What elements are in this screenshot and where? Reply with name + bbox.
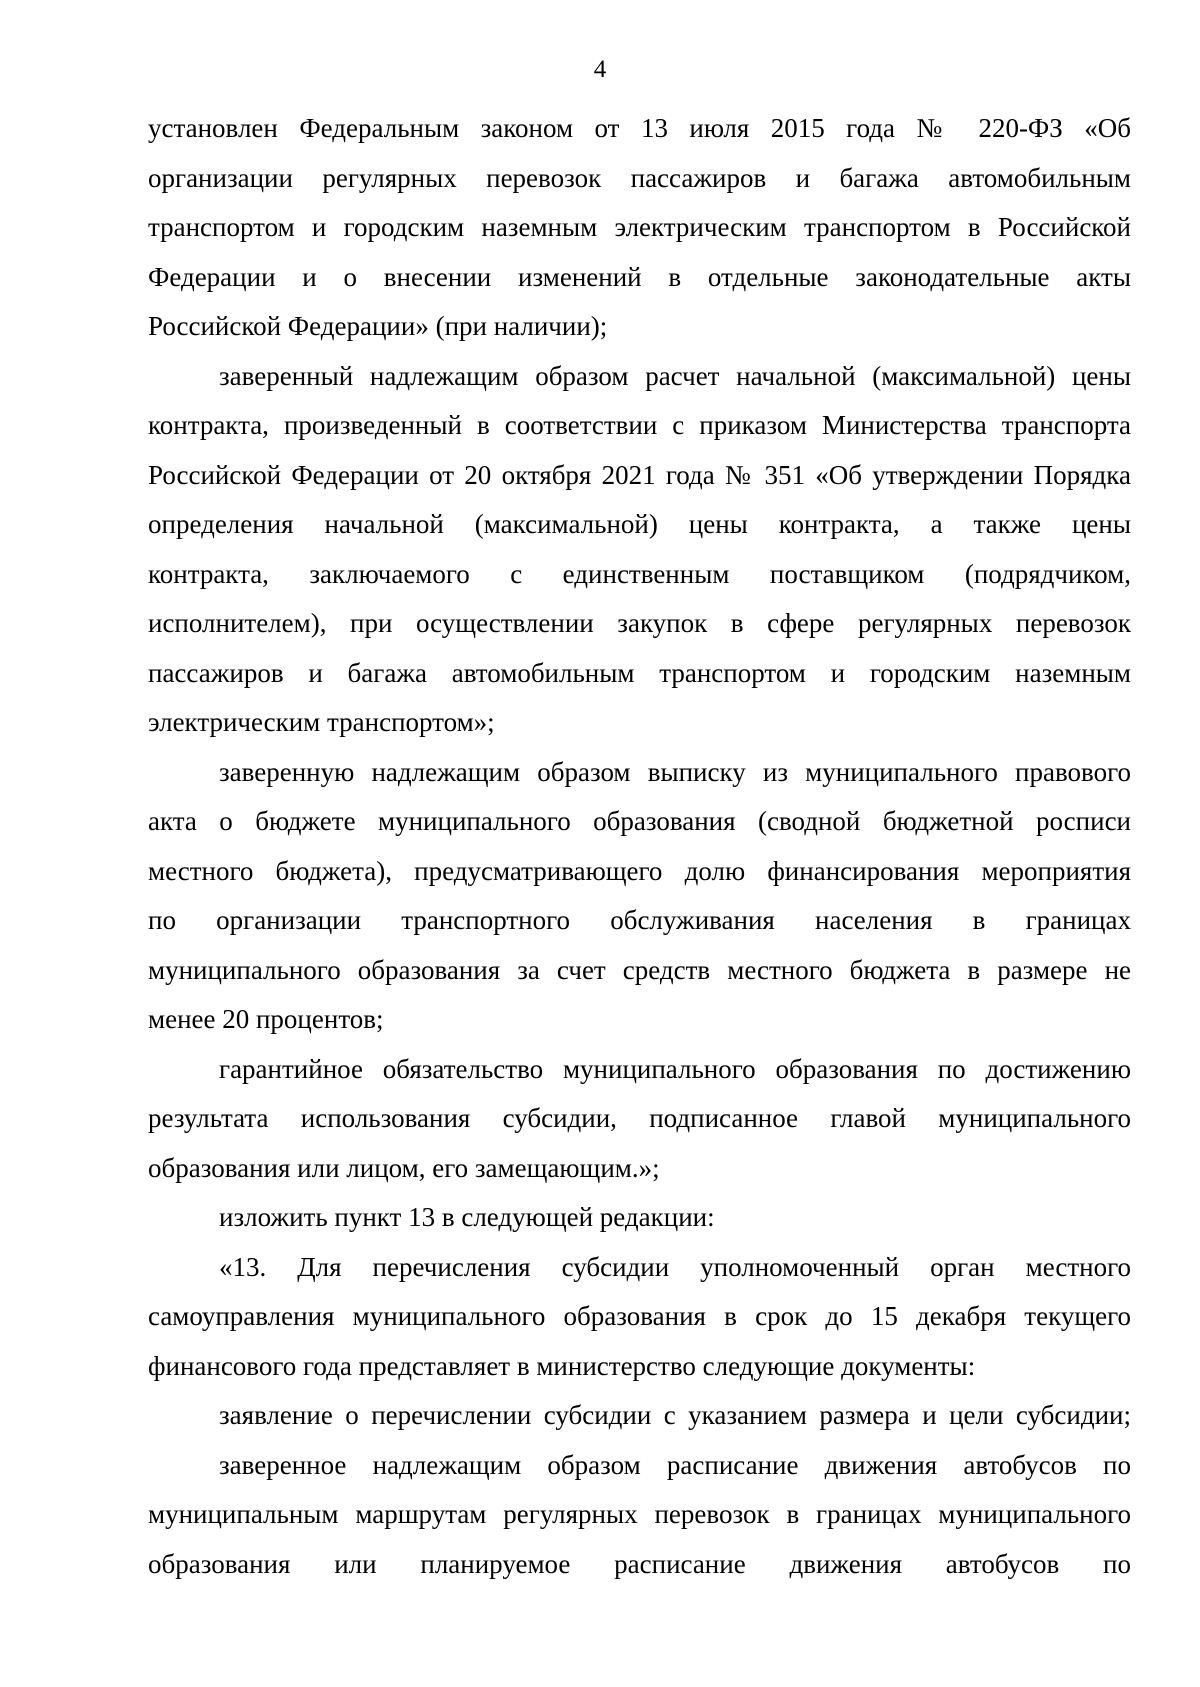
text-line: «13. Для перечисления субсидии уполномоченный орган местного	[219, 1251, 1131, 1282]
text-line: финансового года представляет в министерство следующие документы:	[148, 1350, 976, 1381]
text-line: образования или лицом, его замещающим.»;	[148, 1152, 660, 1183]
text-line: самоуправления муниципального образования в срок до 15 декабря текущего	[148, 1301, 1131, 1331]
text-line: Российской Федерации от 20 октября 2021 года № 351 «Об утверждении Порядка	[148, 459, 1131, 490]
text-line: по организации транспортного обслуживания населения в границах	[148, 905, 1131, 935]
text-line: контракта, заключаемого с единственным поставщиком (подрядчиком,	[148, 558, 1131, 589]
text-line: заверенный надлежащим образом расчет начальной (максимальной) цены	[219, 360, 1131, 391]
text-line: образования или планируемое расписание движения автобусов по	[148, 1548, 1131, 1579]
text-line: заверенное надлежащим образом расписание движения автобусов по	[219, 1449, 1131, 1480]
text-line: организации регулярных перевозок пассажиров и багажа автомобильным	[148, 162, 1131, 193]
page-number: 4	[593, 56, 607, 83]
text-line: заявление о перечислении субсидии с указанием размера и цели субсидии;	[219, 1400, 1131, 1430]
text-line: Федерации и о внесении изменений в отдельные законодательные акты	[148, 261, 1131, 292]
text-line: Российской Федерации» (при наличии);	[148, 311, 608, 341]
document-body	[148, 104, 1131, 1589]
text-line: результата использования субсидии, подписанное главой муниципального	[148, 1103, 1131, 1133]
text-line: пассажиров и багажа автомобильным транспортом и городским наземным	[148, 657, 1131, 688]
text-line: контракта, произведенный в соответствии с приказом Министерства транспорта	[148, 410, 1131, 440]
text-line: местного бюджета), предусматривающего долю финансирования мероприятия	[148, 855, 1131, 886]
text-line: транспортом и городским наземным электрическим транспортом в Российской	[148, 212, 1131, 242]
text-line: муниципальным маршрутам регулярных перевозок в границах муниципального	[148, 1499, 1131, 1529]
text-line: заверенную надлежащим образом выписку из муниципального правового	[219, 756, 1131, 787]
text-line: муниципального образования за счет средств местного бюджета в размере не	[148, 954, 1131, 985]
text-line: менее 20 процентов;	[148, 1004, 384, 1034]
text-line: исполнителем), при осуществлении закупок в сфере регулярных перевозок	[148, 608, 1131, 638]
text-line: определения начальной (максимальной) цены контракта, а также цены	[148, 509, 1131, 539]
text-line: установлен Федеральным законом от 13 июля 2015 года № 220-ФЗ «Об	[148, 113, 1131, 143]
text-line: акта о бюджете муниципального образования (сводной бюджетной росписи	[148, 806, 1131, 836]
text-line: электрическим транспортом»;	[148, 707, 495, 737]
text-line: изложить пункт 13 в следующей редакции:	[219, 1202, 715, 1232]
text-line: гарантийное обязательство муниципального образования по достижению	[219, 1053, 1131, 1084]
